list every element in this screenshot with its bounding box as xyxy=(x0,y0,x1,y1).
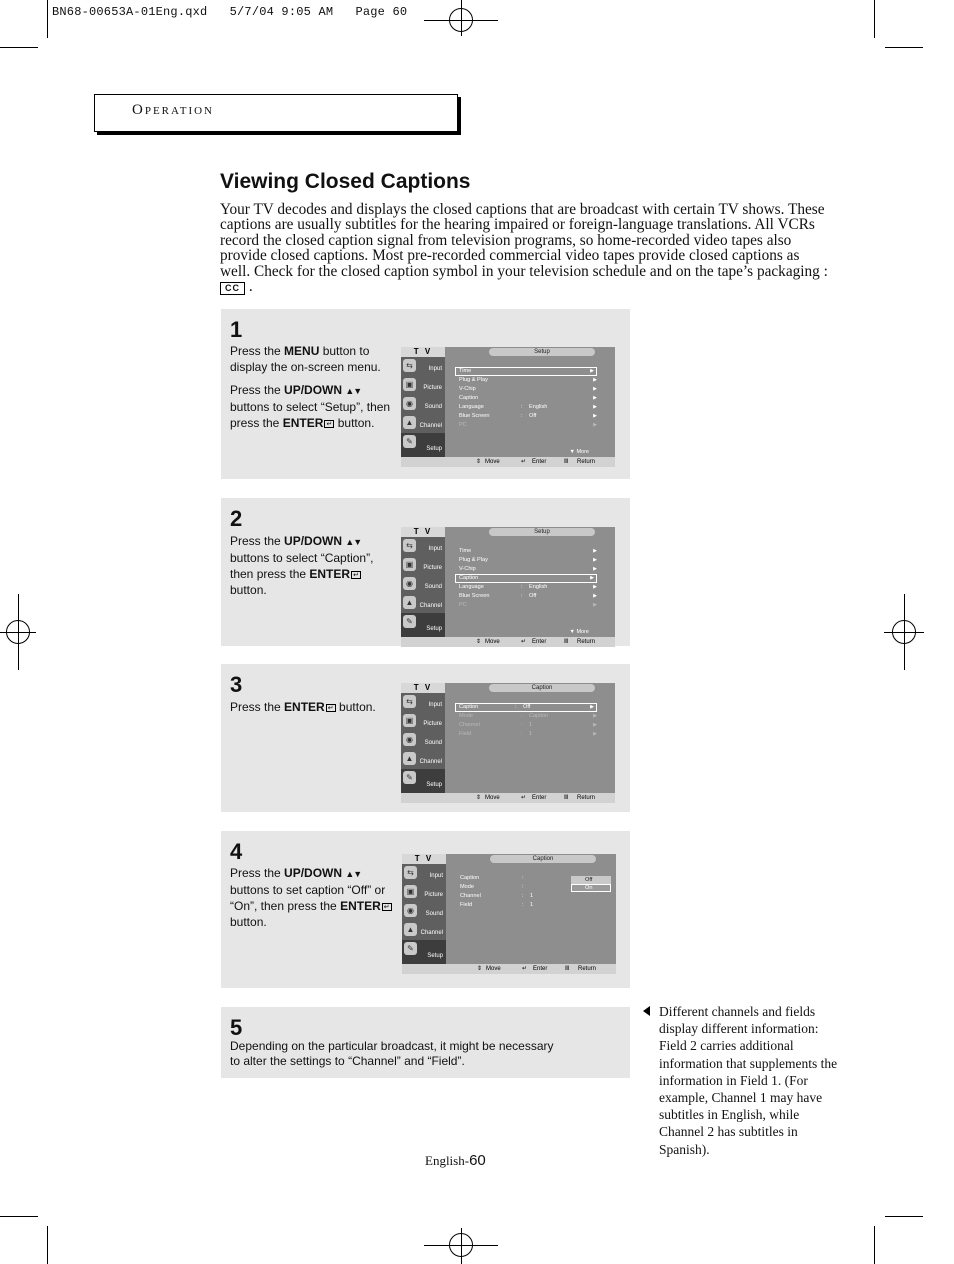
intro-text: Your TV decodes and displays the closed captions that are broadcast with certain TV shows. These captions are usually subtitles for the hearing impaired or foreign-language translations. All VCRs record the closed caption signal from television programs, so home-recorded video tapes also provide closed captions. Most pre-recorded commercial video tapes provide closed captions as well. Check for the closed caption symbol in your television schedule and on the tape’s packaging : xyxy=(220,201,828,280)
osd-row: Field : 1 xyxy=(460,902,534,908)
osd-row: Mode : Caption ▶ xyxy=(459,713,597,719)
section-label: Operation xyxy=(132,102,215,118)
osd-side-sound: ◉ Sound xyxy=(401,395,445,414)
menu-key: MENU xyxy=(284,344,320,358)
osd-side-input: ⇆ Input xyxy=(401,537,445,556)
osd-side-picture: ▣ Picture xyxy=(401,712,445,731)
menu-icon: Ⅲ xyxy=(564,639,569,645)
step-4-text: Press the UP/DOWN ▲▼ buttons to set caption “Off” or “On”, then press the ENTER ↵ button. xyxy=(230,865,400,937)
osd-sidebar xyxy=(401,537,445,637)
picture-icon: ▣ xyxy=(403,558,416,571)
step-4-panel xyxy=(221,831,630,988)
osd-side-picture: ▣ Picture xyxy=(402,883,446,902)
up-down-arrows-icon: ▲▼ xyxy=(345,386,362,396)
osd-footer: ⇕ Move ↵ Enter Ⅲ Return xyxy=(401,637,615,647)
osd-side-channel: ▲ Channel xyxy=(402,921,446,940)
file-header: BN68-00653A-01Eng.qxd 5/7/04 9:05 AM Page 60 xyxy=(52,5,408,19)
menu-icon: Ⅲ xyxy=(564,459,569,465)
osd-title: Setup xyxy=(489,528,595,536)
step-number: 4 xyxy=(230,839,243,864)
step-number: 1 xyxy=(230,317,243,342)
osd-row: Caption ▶ xyxy=(455,574,597,583)
osd-content xyxy=(445,357,615,457)
input-icon: ⇆ xyxy=(403,695,416,708)
osd-sidebar xyxy=(401,693,445,793)
osd-side-setup: ✎ Setup xyxy=(401,433,445,457)
osd-setup-menu xyxy=(401,347,615,467)
input-icon: ⇆ xyxy=(404,866,417,879)
osd-row: Language : English ▶ xyxy=(459,404,597,410)
osd-row: Channel : 1 xyxy=(460,893,534,899)
osd-row: Blue Screen : Off ▶ xyxy=(459,413,597,419)
step-number: 3 xyxy=(230,672,243,697)
crop-mark xyxy=(0,1216,38,1217)
osd-side-input: ⇆ Input xyxy=(401,693,445,712)
channel-icon: ▲ xyxy=(404,923,417,936)
enter-key: ENTER xyxy=(309,567,351,581)
enter-icon: ↵ xyxy=(351,571,361,579)
osd-more: ▼ More xyxy=(569,449,589,455)
step-5-text: Depending on the particular broadcast, it might be necessary to alter the settings to “Channel” and “Field”. xyxy=(230,1039,554,1068)
osd-side-sound: ◉ Sound xyxy=(401,575,445,594)
crop-mark xyxy=(874,1226,875,1264)
osd-content xyxy=(445,537,615,637)
crop-mark xyxy=(0,47,38,48)
osd-row: Mode : xyxy=(460,884,524,890)
osd-side-setup: ✎ Setup xyxy=(402,940,446,964)
popup-option-off: Off xyxy=(571,876,611,884)
osd-more: ▼ More xyxy=(569,629,589,635)
channel-icon: ▲ xyxy=(403,416,416,429)
step-1-text: Press the MENU button to display the on-screen menu. Press the UP/DOWN ▲▼ buttons to select “Setup”, then press the ENTER ↵ button. xyxy=(230,344,391,430)
menu-icon: Ⅲ xyxy=(565,966,570,972)
step-number: 2 xyxy=(230,506,243,531)
enter-key: ENTER xyxy=(284,700,325,714)
osd-row: V-Chip ▶ xyxy=(459,386,597,392)
enter-key: ENTER xyxy=(282,416,324,430)
setup-icon: ✎ xyxy=(403,615,416,628)
crop-mark xyxy=(885,47,923,48)
channel-icon: ▲ xyxy=(403,596,416,609)
osd-row: Plug & Play ▶ xyxy=(459,377,597,383)
osd-row: Channel : 1 ▶ xyxy=(459,722,597,728)
step-number: 5 xyxy=(230,1015,243,1040)
page-title: Viewing Closed Captions xyxy=(220,170,471,193)
enter-icon: ↵ xyxy=(521,639,527,645)
osd-tv-label: T V xyxy=(401,527,445,537)
osd-setup-menu xyxy=(401,527,615,647)
osd-footer: ⇕ Move ↵ Enter Ⅲ Return xyxy=(402,964,616,974)
step-1-panel xyxy=(221,309,630,479)
sound-icon: ◉ xyxy=(403,397,416,410)
osd-side-sound: ◉ Sound xyxy=(402,902,446,921)
menu-icon: Ⅲ xyxy=(564,795,569,801)
sound-icon: ◉ xyxy=(403,577,416,590)
osd-row: Blue Screen : Off ▶ xyxy=(459,593,597,599)
osd-row: Caption : xyxy=(460,875,524,881)
osd-sidebar xyxy=(402,864,446,964)
osd-caption-popup-menu xyxy=(402,854,616,974)
left-triangle-icon xyxy=(643,1006,650,1016)
picture-icon: ▣ xyxy=(403,714,416,727)
osd-row: PC ▶ xyxy=(459,422,597,428)
osd-row: Plug & Play ▶ xyxy=(459,557,597,563)
picture-icon: ▣ xyxy=(404,885,417,898)
osd-side-input: ⇆ Input xyxy=(401,357,445,376)
crop-mark xyxy=(874,0,875,38)
updown-key: UP/DOWN xyxy=(284,383,343,397)
crop-mark xyxy=(885,1216,923,1217)
enter-icon: ↵ xyxy=(521,459,527,465)
up-down-arrows-icon: ▲▼ xyxy=(345,537,362,547)
popup-option-on: On xyxy=(571,884,611,892)
step-2-text: Press the UP/DOWN ▲▼ buttons to select “Caption”, then press the ENTER ↵ button. xyxy=(230,534,374,597)
cc-symbol-icon: CC xyxy=(220,282,245,295)
sound-icon: ◉ xyxy=(404,904,417,917)
osd-tv-label: T V xyxy=(401,683,445,693)
osd-side-channel: ▲ Channel xyxy=(401,750,445,769)
crop-mark xyxy=(47,0,48,38)
osd-tv-label: T V xyxy=(401,347,445,357)
osd-footer: ⇕ Move ↵ Enter Ⅲ Return xyxy=(401,457,615,467)
osd-title: Setup xyxy=(489,348,595,356)
osd-row: PC ▶ xyxy=(459,602,597,608)
intro-end: . xyxy=(248,278,253,296)
setup-icon: ✎ xyxy=(404,942,417,955)
crop-mark xyxy=(47,1226,48,1264)
step-5-panel xyxy=(221,1007,630,1078)
setup-icon: ✎ xyxy=(403,771,416,784)
enter-icon: ↵ xyxy=(522,966,528,972)
osd-caption-menu xyxy=(401,683,615,803)
move-icon: ⇕ xyxy=(476,639,482,645)
sound-icon: ◉ xyxy=(403,733,416,746)
osd-title: Caption xyxy=(490,855,596,863)
step-3-text: Press the ENTER ↵ button. xyxy=(230,700,376,714)
step-3-panel xyxy=(221,664,630,812)
osd-title: Caption xyxy=(489,684,595,692)
input-icon: ⇆ xyxy=(403,539,416,552)
osd-footer: ⇕ Move ↵ Enter Ⅲ Return xyxy=(401,793,615,803)
move-icon: ⇕ xyxy=(476,795,482,801)
osd-side-setup: ✎ Setup xyxy=(401,769,445,793)
enter-key: ENTER xyxy=(340,899,381,913)
osd-side-sound: ◉ Sound xyxy=(401,731,445,750)
updown-key: UP/DOWN xyxy=(284,866,343,880)
channel-icon: ▲ xyxy=(403,752,416,765)
enter-icon: ↵ xyxy=(324,420,334,428)
intro-paragraph xyxy=(220,202,830,295)
osd-side-input: ⇆ Input xyxy=(402,864,446,883)
osd-row: Field : 1 ▶ xyxy=(459,731,597,737)
osd-side-channel: ▲ Channel xyxy=(401,594,445,613)
enter-icon: ↵ xyxy=(382,903,392,911)
enter-icon: ↵ xyxy=(326,704,336,712)
picture-icon: ▣ xyxy=(403,378,416,391)
osd-sidebar xyxy=(401,357,445,457)
move-icon: ⇕ xyxy=(476,459,482,465)
setup-icon: ✎ xyxy=(403,435,416,448)
input-icon: ⇆ xyxy=(403,359,416,372)
osd-content xyxy=(446,864,616,964)
enter-icon: ↵ xyxy=(521,795,527,801)
osd-tv-label: T V xyxy=(402,854,446,864)
step-2-panel xyxy=(221,498,630,646)
osd-side-setup: ✎ Setup xyxy=(401,613,445,637)
osd-side-picture: ▣ Picture xyxy=(401,376,445,395)
osd-content xyxy=(445,693,615,793)
osd-row: Language : English ▶ xyxy=(459,584,597,590)
osd-row: Caption ▶ xyxy=(459,395,597,401)
move-icon: ⇕ xyxy=(477,966,483,972)
osd-row: Time ▶ xyxy=(455,367,597,376)
osd-row: V-Chip ▶ xyxy=(459,566,597,572)
page-number: English-60 xyxy=(425,1152,486,1169)
up-down-arrows-icon: ▲▼ xyxy=(345,869,362,879)
osd-row: Time ▶ xyxy=(459,548,597,554)
updown-key: UP/DOWN xyxy=(284,534,343,548)
osd-side-channel: ▲ Channel xyxy=(401,414,445,433)
side-note: Different channels and fields display different information: Field 2 carries additional information that supplements the information in Field 1. (For example, Channel 1 may have subtitles in English, while Channel 2 has subtitles in Spanish). xyxy=(659,1004,838,1157)
osd-side-picture: ▣ Picture xyxy=(401,556,445,575)
osd-row: Caption : Off ▶ xyxy=(455,703,597,712)
